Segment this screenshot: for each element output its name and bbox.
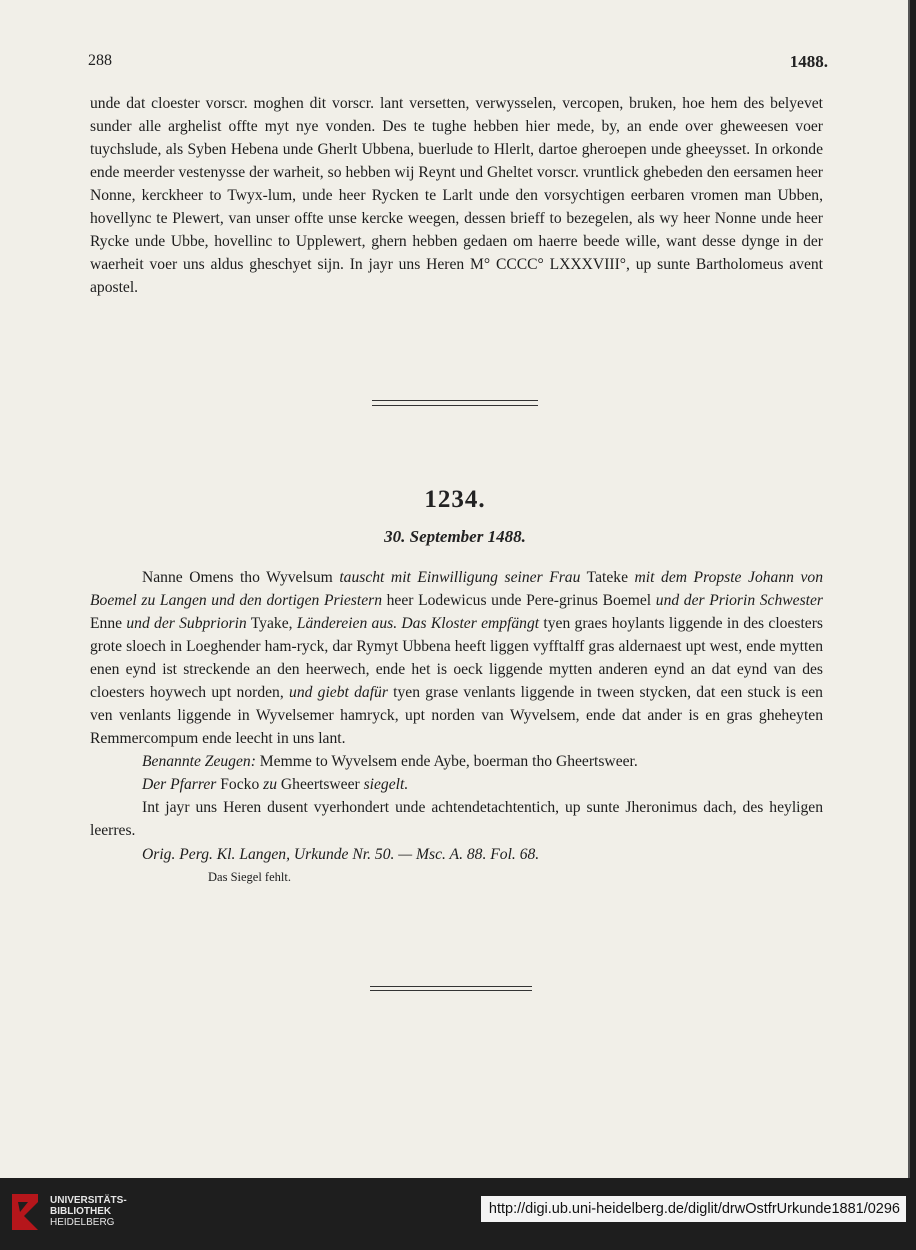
sealer-text: Focko (216, 776, 264, 793)
previous-charter-text (90, 92, 823, 299)
sealer-italic: zu (263, 776, 278, 793)
regest-text: Tyake, (246, 615, 297, 632)
section-divider (372, 400, 538, 406)
witnesses-label: Benannte Zeugen: (142, 753, 256, 770)
viewer-footer (0, 1178, 916, 1250)
seal-note: Das Siegel fehlt. (208, 870, 291, 884)
dating-line: Int jayr uns Heren dusent vyerhondert unde achtendetachtentich, up sunte Jheronimus dach, des heyligen leerres. (90, 799, 823, 839)
sealer-italic: siegelt. (363, 776, 409, 793)
regest-text: tyen graes hoylants liggende in des cloesters grote sloech in Loeghender ham-ryck, dar Rymyt Ubbena heeft liggen vyfftalff gras aldernaest upt west, ende mytten enen eynd ist streckende an den heerwech, ende het is oeck liggende mytten anderen eynd an dat eynd van des cloesters hoywech upt norden, (90, 615, 823, 701)
sealer-text: Gheertsweer (277, 776, 364, 793)
sealer-italic: Der Pfarrer (142, 776, 217, 793)
sealer-line (90, 773, 823, 796)
regest-italic: und giebt dafür (289, 684, 388, 701)
regest-italic: tauscht mit Einwilligung seiner Frau (339, 569, 581, 586)
charter-number: 1234. (424, 486, 486, 513)
regest-text: tyen grase venlants liggende in tween stycken, dat een stuck is een ven venlants liggende in Wyvelsemer hamryck, upt norden van Wyvelsem, ende dat ander is en gras gheheyten Remmercompum ende leecht in uns lant. (90, 684, 823, 747)
university-library-logo-icon (10, 1192, 40, 1232)
source-reference: Orig. Perg. Kl. Langen, Urkunde Nr. 50. — Msc. A. 88. Fol. 68. (142, 846, 540, 863)
regest-italic: mit dem Propste Johann von Boemel zu Langen und den dortigen Priestern (90, 569, 823, 609)
regest-italic: und der Subpriorin (126, 615, 247, 632)
regest-text: Enne (90, 615, 127, 632)
library-name-line: BIBLIOTHEK (50, 1206, 112, 1217)
library-name (50, 1195, 127, 1228)
library-name-line: UNIVERSITÄTS- (50, 1195, 127, 1206)
regest-italic: und der Priorin Schwester (655, 592, 823, 609)
charter-text (90, 566, 823, 886)
witnesses-line (90, 750, 823, 773)
permalink-url[interactable]: http://digi.ub.uni-heidelberg.de/diglit/drwOstfrUrkunde1881/0296 (481, 1196, 906, 1222)
regest-text: Tateke (580, 569, 635, 586)
regest-paragraph (90, 566, 823, 750)
regest-italic: Ländereien aus. Das Kloster empfängt (296, 615, 540, 632)
charter-date: 30. September 1488. (384, 527, 526, 546)
regest-text: Nanne Omens tho Wyvelsum (142, 569, 340, 586)
page-number: 288 (88, 52, 112, 69)
body-paragraph: unde dat cloester vorscr. moghen dit vorscr. lant versetten, verwysselen, vercopen, bruken, hoe hem des belyevet sunder alle arghelist offte myt nye vonden. Des te tughe hebben hier mede, by, an ende over gheweesen voer tuychslude, als Syben Hebena unde Gherlt Ubbena, buerlude to Hlerlt, dartoe gheroepen unde gheeysset. In orkonde ende meerder vestenysse der warheit, so hebben wij Reynt und Gheltet vorscr. vruntlick ghebeden den eersamen heer Nonne, kerckheer to Twyx-lum, unde heer Rycken te Larlt unde den vorsychtigen eerbaren vromen man Ubben, hovellync te Plewert, van unser offte unse kercke weegen, dessen brieff to bezegelen, als wy heer Nonne unde heer Rycke unde Ubbe, hovellinc to Upplewert, ghern hebben gedaen om haerre beede wille, want desse dynge in der waerheit voer uns aldus gheschyet sijn. In jayr uns Heren M° CCCC° LXXXVIII°, up sunte Bartholomeus avent apostel. (90, 95, 823, 296)
regest-text: heer Lodewicus unde Pere-grinus Boemel (382, 592, 656, 609)
witnesses-names: Memme to Wyvelsem ende Aybe, boerman tho Gheertsweer. (255, 753, 638, 770)
running-year: 1488. (789, 52, 828, 71)
library-name-line: HEIDELBERG (50, 1217, 115, 1228)
page-header (88, 52, 828, 72)
section-divider (370, 986, 532, 991)
